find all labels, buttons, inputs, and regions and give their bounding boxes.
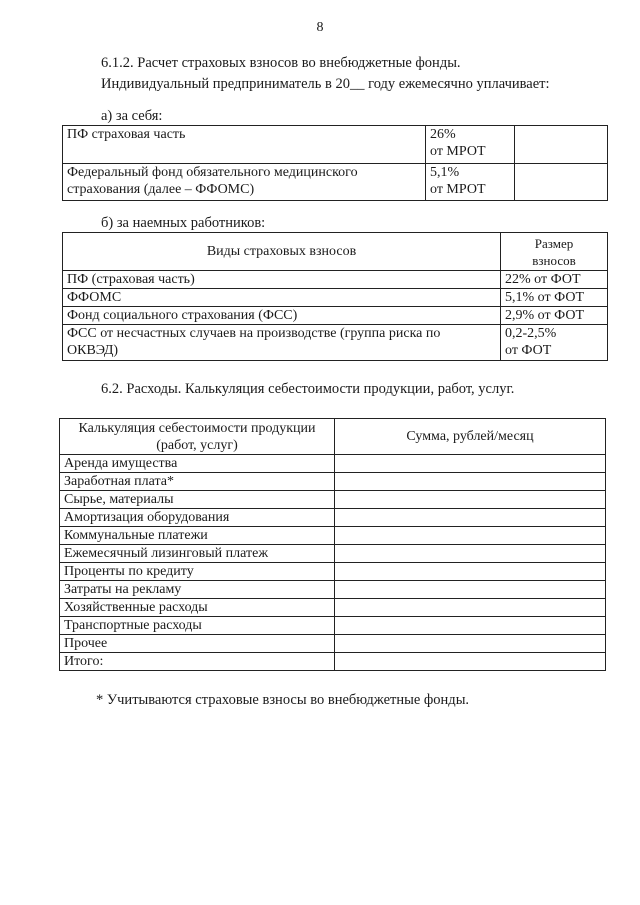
table-row [60, 527, 606, 545]
column-header-sum: Сумма, рублей/месяц [335, 419, 606, 455]
cost-item-value [335, 473, 606, 491]
cost-item-value [335, 563, 606, 581]
cost-calculation-table [59, 418, 606, 671]
table-row [63, 126, 608, 164]
contribution-rate: 2,9% от ФОТ [501, 307, 608, 325]
table-row [60, 473, 606, 491]
table-row [60, 509, 606, 527]
cost-item-value [335, 635, 606, 653]
table-row [60, 581, 606, 599]
contribution-rate: 0,2-2,5% от ФОТ [501, 325, 608, 361]
cost-item-label: Транспортные расходы [60, 617, 335, 635]
cost-item-value [335, 527, 606, 545]
cost-item-value [335, 455, 606, 473]
table-row [60, 545, 606, 563]
cost-item-label: Проценты по кредиту [60, 563, 335, 581]
contribution-name: ФСС от несчастных случаев на производстве (группа риска по ОКВЭД) [63, 325, 501, 361]
cost-item-label: Коммунальные платежи [60, 527, 335, 545]
table-row [63, 289, 608, 307]
contribution-rate: 5,1% от ФОТ [501, 289, 608, 307]
table-row [63, 307, 608, 325]
cost-item-label: Ежемесячный лизинговый платеж [60, 545, 335, 563]
page-number: 8 [316, 20, 324, 35]
cost-item-label: Прочее [60, 635, 335, 653]
cost-item-label: Амортизация оборудования [60, 509, 335, 527]
cost-item-label: Хозяйственные расходы [60, 599, 335, 617]
cost-item-label: Сырье, материалы [60, 491, 335, 509]
contribution-rate: 22% от ФОТ [501, 271, 608, 289]
contribution-rate: 5,1% от МРОТ [426, 164, 515, 201]
table-row [63, 271, 608, 289]
table-row [63, 325, 608, 361]
table-row [60, 653, 606, 671]
employee-contributions-table [62, 232, 608, 361]
table-row [63, 164, 608, 201]
table-row [60, 455, 606, 473]
self-heading: а) за себя: [101, 108, 163, 124]
table-header-row [63, 233, 608, 271]
column-header-item: Калькуляция себестоимости продукции (работ, услуг) [60, 419, 335, 455]
table-row [60, 635, 606, 653]
table-row [60, 491, 606, 509]
cost-item-value [335, 653, 606, 671]
section-intro: Индивидуальный предприниматель в 20__ году ежемесячно уплачивает: [101, 76, 550, 92]
column-header-type: Виды страховых взносов [63, 233, 501, 271]
contribution-name: ФФОМС [63, 289, 501, 307]
cost-item-value [335, 617, 606, 635]
cost-item-value [335, 491, 606, 509]
contribution-name: Фонд социального страхования (ФСС) [63, 307, 501, 325]
contribution-name: ПФ (страховая часть) [63, 271, 501, 289]
self-contributions-table [62, 125, 608, 201]
cost-item-value [335, 599, 606, 617]
cost-item-value [335, 581, 606, 599]
cost-item-label: Аренда имущества [60, 455, 335, 473]
contribution-name: ПФ страховая часть [63, 126, 426, 164]
employees-heading: б) за наемных работников: [101, 215, 266, 231]
table-row [60, 599, 606, 617]
cost-item-label: Итого: [60, 653, 335, 671]
footnote: * Учитываются страховые взносы во внебюджетные фонды. [96, 692, 470, 708]
table-row [60, 563, 606, 581]
column-header-size: Размер взносов [501, 233, 608, 271]
table-header-row [60, 419, 606, 455]
cost-item-value [335, 545, 606, 563]
section-title-6-1-2: 6.1.2. Расчет страховых взносов во внебюджетные фонды. [101, 55, 461, 71]
cost-item-value [335, 509, 606, 527]
table-row [60, 617, 606, 635]
contribution-name: Федеральный фонд обязательного медицинского страхования (далее – ФФОМС) [63, 164, 426, 201]
cost-item-label: Заработная плата* [60, 473, 335, 491]
cost-item-label: Затраты на рекламу [60, 581, 335, 599]
contribution-amount [515, 126, 608, 164]
contribution-amount [515, 164, 608, 201]
contribution-rate: 26% от МРОТ [426, 126, 515, 164]
section-title-6-2: 6.2. Расходы. Калькуляция себестоимости продукции, работ, услуг. [101, 381, 515, 397]
